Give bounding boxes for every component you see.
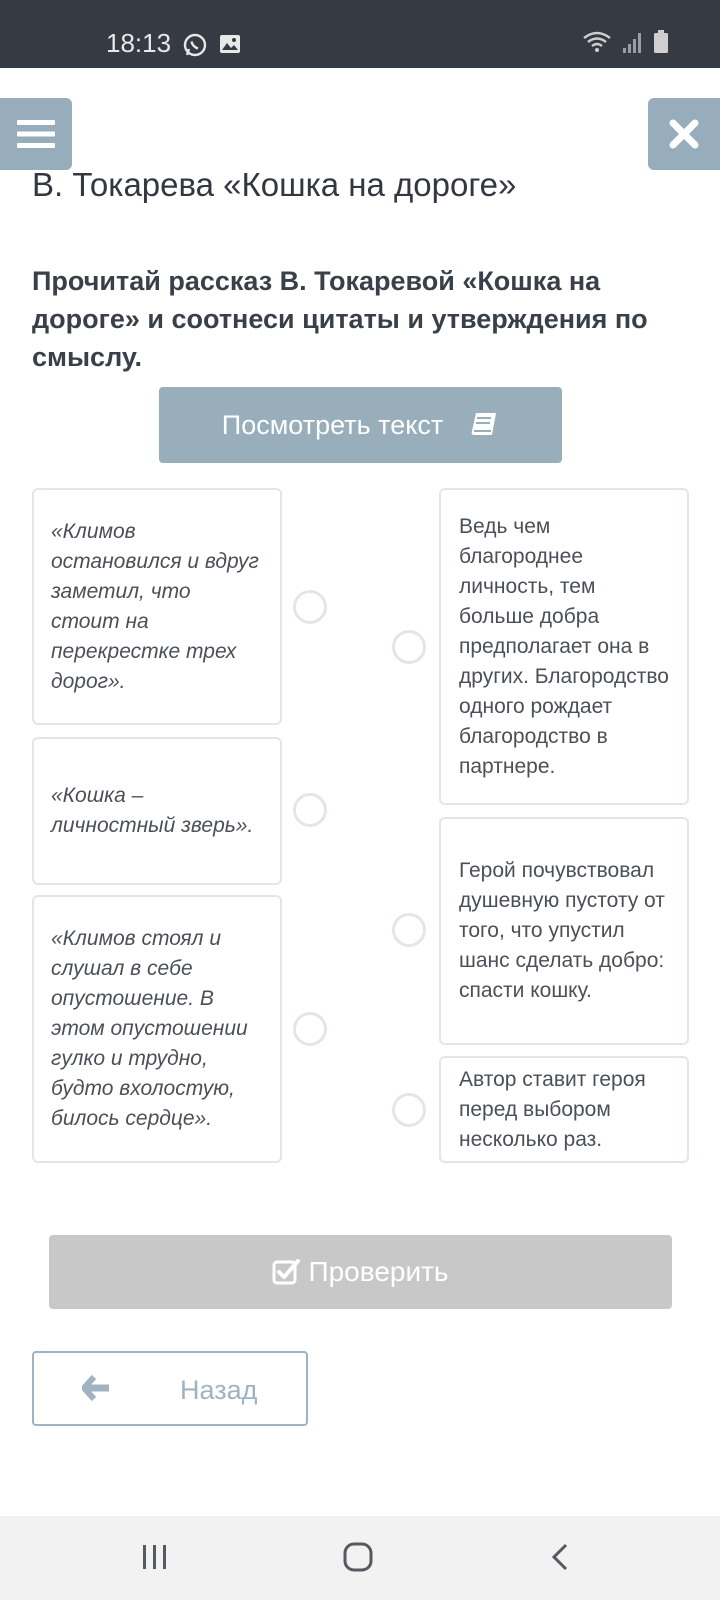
close-icon [669, 119, 699, 149]
statement-card-2[interactable] [439, 817, 689, 1045]
gallery-icon [218, 32, 242, 56]
menu-button[interactable] [0, 98, 72, 170]
battery-icon [654, 30, 668, 54]
status-time: 18:13 [106, 28, 172, 58]
check-button[interactable] [49, 1235, 672, 1309]
hamburger-icon [17, 119, 55, 149]
home-icon[interactable] [343, 1542, 373, 1572]
checkbox-icon [272, 1258, 300, 1286]
arrow-left-icon [82, 1375, 110, 1401]
close-button[interactable] [648, 98, 720, 170]
statement-card-3[interactable] [439, 1056, 689, 1163]
back-button[interactable] [32, 1351, 308, 1426]
quote-card-3[interactable] [32, 895, 282, 1163]
recent-apps-icon[interactable] [142, 1544, 168, 1570]
view-text-button[interactable] [159, 387, 562, 463]
signal-icon [622, 30, 644, 54]
view-text-label: Посмотреть текст [221, 409, 444, 440]
quote-connector-2[interactable] [293, 793, 327, 827]
system-nav-bar [0, 1516, 720, 1600]
statement-connector-3[interactable] [392, 1093, 426, 1127]
status-app-icons [182, 32, 242, 58]
book-icon [469, 410, 499, 440]
quote-text: «Климов стоял и слушал в себе опустошение. В этом опустошении гулко и трудно, будто вхолостую, билось сердце». [51, 927, 248, 1130]
statement-card-1[interactable] [439, 488, 689, 805]
statement-connector-2[interactable] [392, 913, 426, 947]
instruction-text: Прочитай рассказ В. Токаревой «Кошка на дороге» и соотнеси цитаты и утверждения по смыслу. [32, 266, 648, 372]
statement-connector-1[interactable] [392, 630, 426, 664]
quote-card-1[interactable] [32, 488, 282, 725]
wifi-icon [582, 30, 612, 54]
back-icon[interactable] [548, 1542, 572, 1572]
statement-text: Ведь чем благороднее личность, тем больше добра предполагает она в других. Благородство одного рождает благородство в партнере. [459, 514, 669, 778]
quote-text: «Кошка – личностный зверь». [51, 784, 254, 837]
whatsapp-icon [182, 32, 208, 58]
back-button-label: Назад [180, 1375, 258, 1405]
quote-connector-3[interactable] [293, 1012, 327, 1046]
statement-text: Герой почувствовал душевную пустоту от того, что упустил шанс сделать добро: спасти кошку. [459, 859, 665, 1002]
check-button-label: Проверить [308, 1256, 449, 1287]
page-title: В. Токарева «Кошка на дороге» [32, 166, 517, 203]
quote-connector-1[interactable] [293, 590, 327, 624]
statement-text: Автор ставит героя перед выбором несколько раз. [459, 1067, 646, 1151]
quote-card-2[interactable] [32, 737, 282, 885]
status-system-icons [582, 30, 668, 54]
quote-text: «Климов остановился и вдруг заметил, что стоит на перекрестке трех дорог». [51, 519, 259, 693]
status-bar [0, 0, 720, 68]
